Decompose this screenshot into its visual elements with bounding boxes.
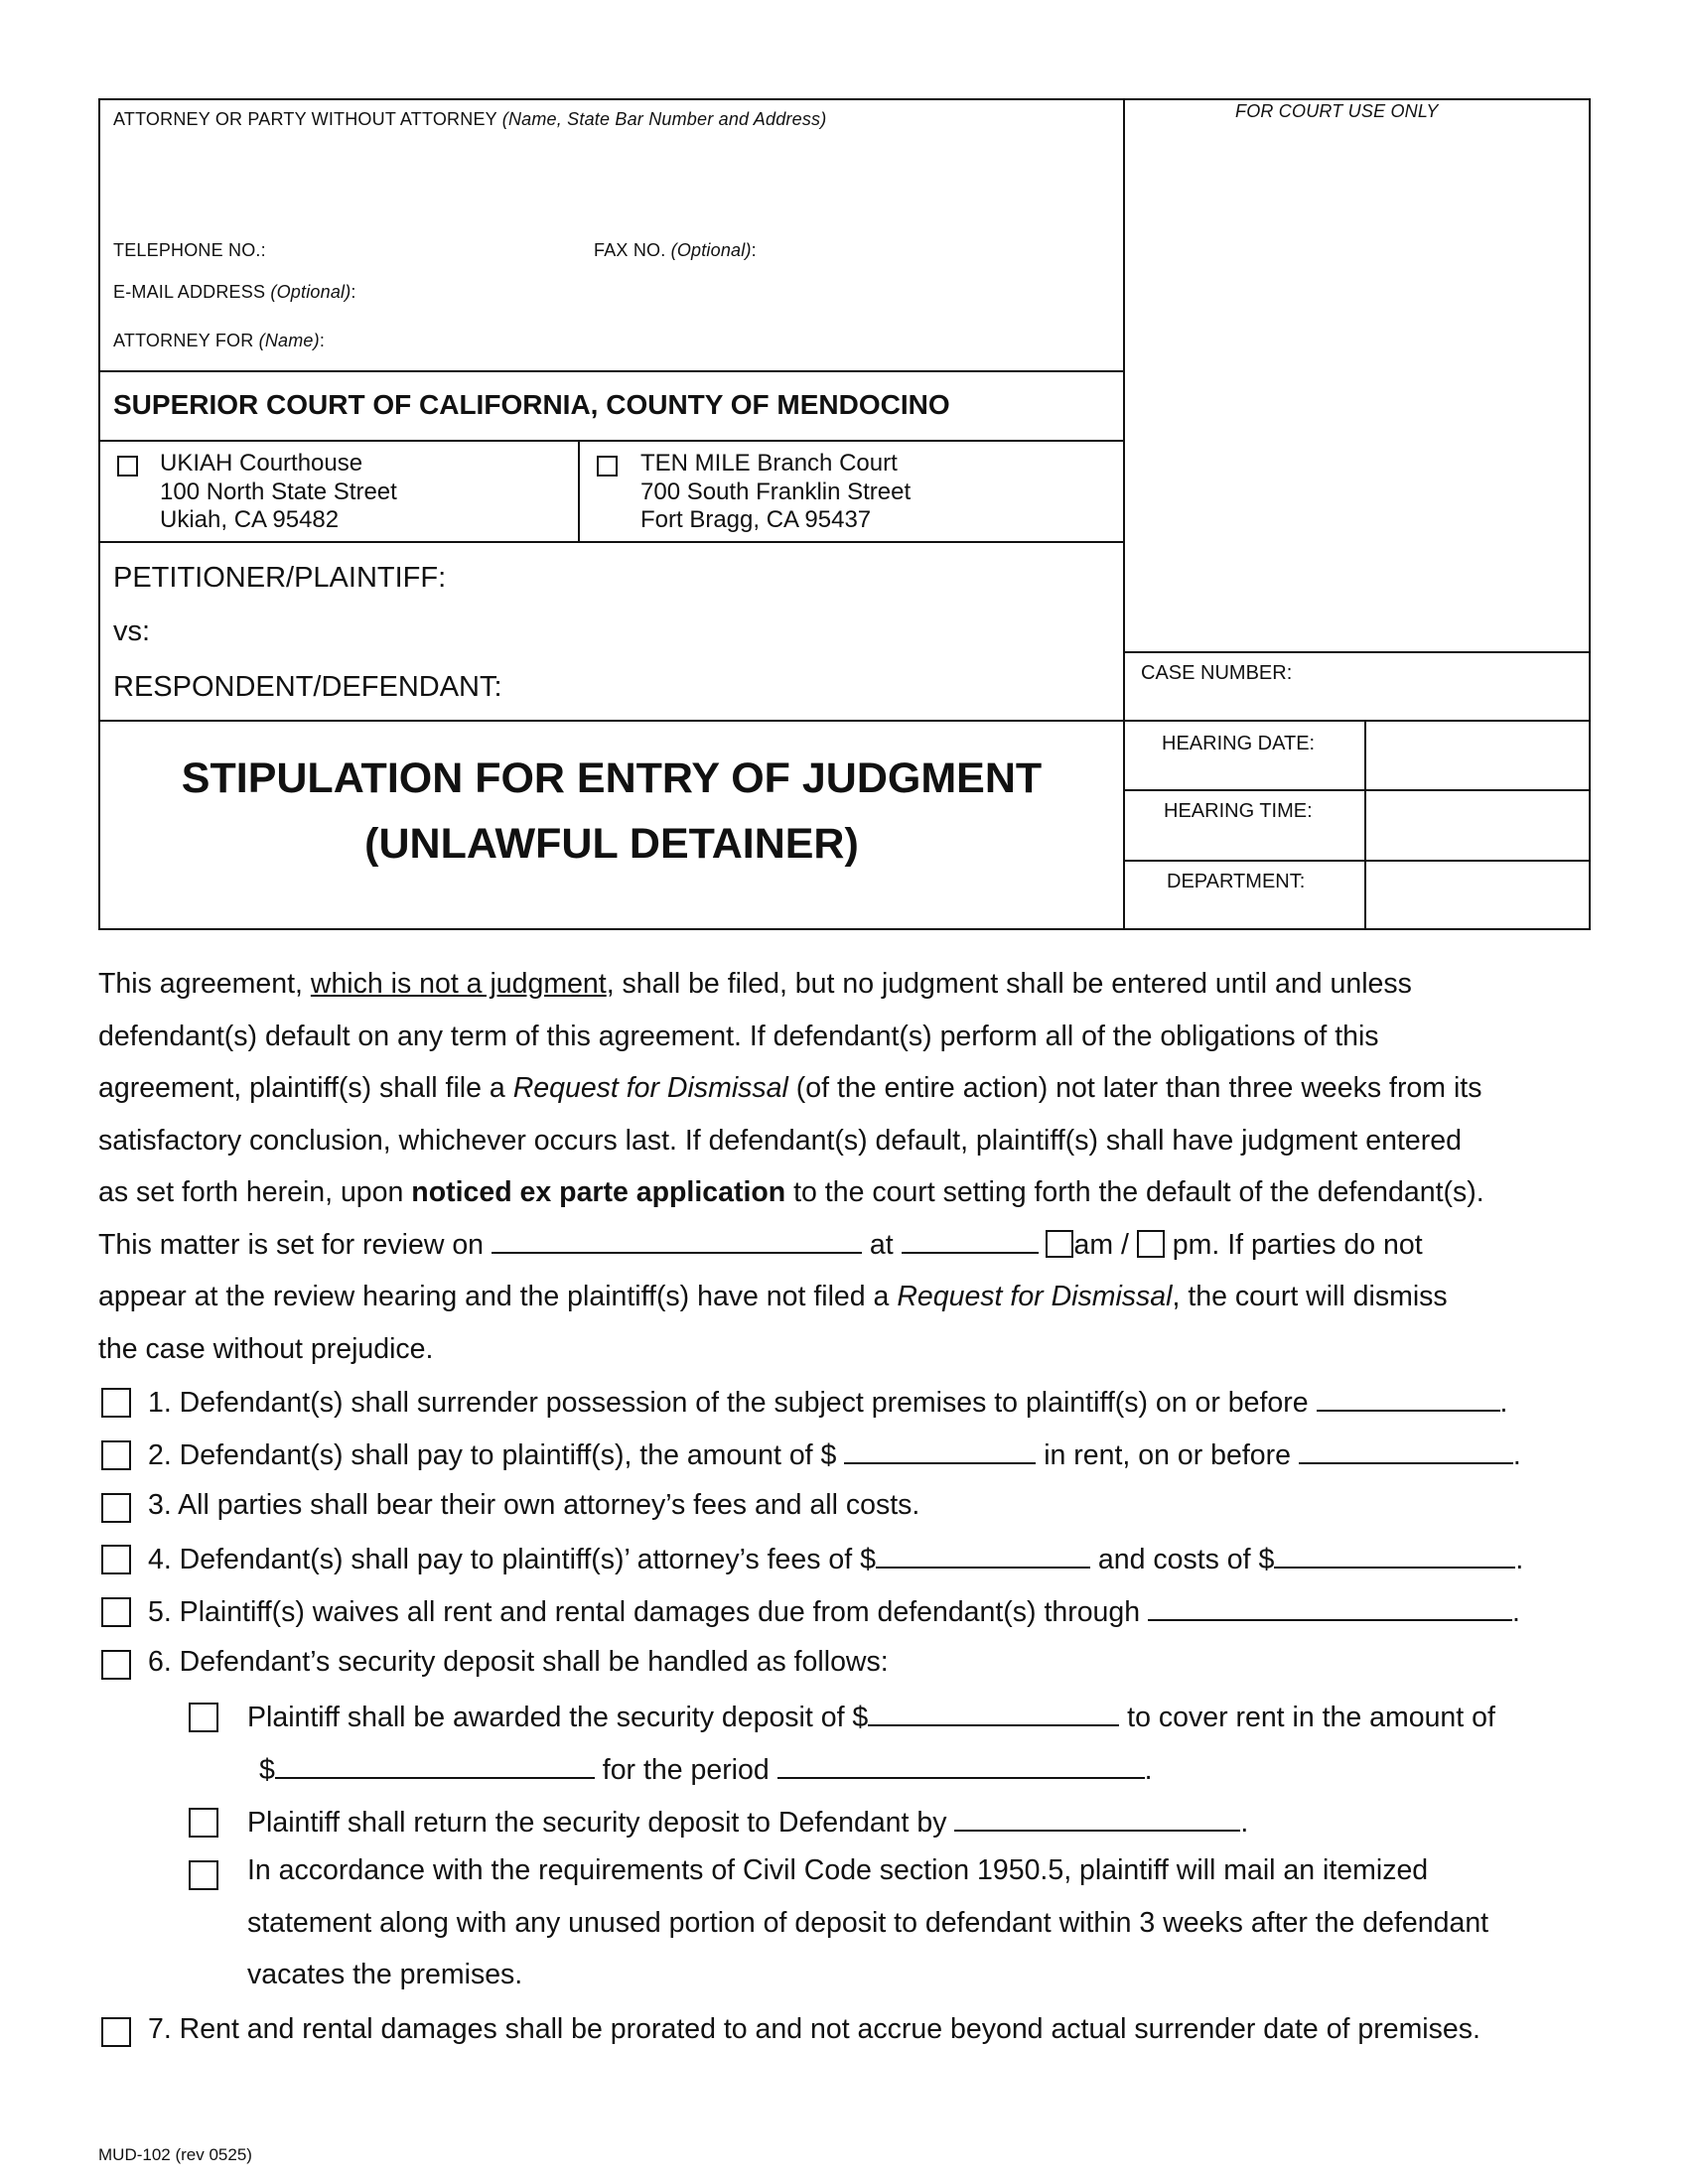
item-4: 4. Defendant(s) shall pay to plaintiff(s)’ attorney’s fees of $ and costs of $ . <box>148 1541 1523 1576</box>
ukiah-checkbox[interactable] <box>117 456 138 477</box>
ukiah-address <box>160 450 397 535</box>
pm-checkbox[interactable] <box>1137 1230 1165 1258</box>
item-4-checkbox[interactable] <box>101 1545 131 1574</box>
item-3: 3. All parties shall bear their own attorney’s fees and all costs. <box>148 1489 920 1521</box>
costs-blank[interactable] <box>1274 1541 1515 1569</box>
item-6b-checkbox[interactable] <box>189 1808 218 1838</box>
ten-mile-address <box>640 450 911 535</box>
para-line-7: appear at the review hearing and the plaintiff(s) have not filed a Request for Dismissal, the court will dismiss <box>98 1281 1448 1312</box>
case-number-label: CASE NUMBER: <box>1141 662 1293 684</box>
item-6c <box>247 1856 1488 2001</box>
surrender-date-blank[interactable] <box>1317 1384 1500 1412</box>
email-label: E-MAIL ADDRESS (Optional): <box>113 282 356 302</box>
hearing-date-label: HEARING DATE: <box>1162 733 1316 754</box>
department-label: DEPARTMENT: <box>1167 871 1306 892</box>
item-6c-line1: In accordance with the requirements of Civil Code section 1950.5, plaintiff will mail an itemized <box>247 1854 1429 1886</box>
ukiah-name: UKIAH Courthouse <box>160 450 363 477</box>
item-3-checkbox[interactable] <box>101 1493 131 1523</box>
ten-mile-city: Fort Bragg, CA 95437 <box>640 506 872 533</box>
review-time-blank[interactable] <box>902 1226 1039 1254</box>
item-6a-line1: Plaintiff shall be awarded the security deposit of $ to cover rent in the amount of <box>247 1699 1495 1734</box>
form-title-line1: STIPULATION FOR ENTRY OF JUDGMENT <box>181 754 1043 802</box>
item-6: 6. Defendant’s security deposit shall be handled as follows: <box>148 1646 889 1678</box>
ukiah-street: 100 North State Street <box>160 478 397 505</box>
item-5-checkbox[interactable] <box>101 1597 131 1627</box>
am-checkbox[interactable] <box>1046 1230 1073 1258</box>
para-line-2: defendant(s) default on any term of this agreement. If defendant(s) perform all of the obligations of this <box>98 1020 1379 1052</box>
item-6a-line2: $ for the period . <box>259 1751 1153 1787</box>
para-line-4: satisfactory conclusion, whichever occurs last. If defendant(s) default, plaintiff(s) shall have judgment entered <box>98 1124 1462 1157</box>
item-6a-checkbox[interactable] <box>189 1703 218 1732</box>
item-5: 5. Plaintiff(s) waives all rent and rental damages due from defendant(s) through . <box>148 1593 1520 1629</box>
item-7-checkbox[interactable] <box>101 2017 131 2047</box>
waive-through-blank[interactable] <box>1148 1593 1512 1621</box>
petitioner-label: PETITIONER/PLAINTIFF: <box>113 562 447 594</box>
form-title-line2: (UNLAWFUL DETAINER) <box>364 820 859 868</box>
court-use-label: FOR COURT USE ONLY <box>1235 101 1439 121</box>
deposit-award-blank[interactable] <box>868 1699 1119 1726</box>
form-id: MUD-102 (rev 0525) <box>98 2145 252 2164</box>
rent-cover-amount-blank[interactable] <box>275 1751 595 1779</box>
rent-date-blank[interactable] <box>1299 1436 1513 1464</box>
attorney-fees-blank[interactable] <box>876 1541 1090 1569</box>
item-6c-line2: statement along with any unused portion of deposit to defendant within 3 weeks after the defendant <box>247 1906 1489 1939</box>
agreement-paragraph <box>98 958 1484 1375</box>
item-6b: Plaintiff shall return the security deposit to Defendant by . <box>247 1804 1248 1840</box>
ten-mile-checkbox[interactable] <box>597 456 618 477</box>
vs-label: vs: <box>113 615 151 647</box>
para-line-6: This matter is set for review on at am / pm. If parties do not <box>98 1219 1484 1272</box>
para-line-3: agreement, plaintiff(s) shall file a Request for Dismissal (of the entire action) not later than three weeks from its <box>98 1072 1482 1104</box>
attorney-label: ATTORNEY OR PARTY WITHOUT ATTORNEY (Name, State Bar Number and Address) <box>113 109 827 129</box>
item-1: 1. Defendant(s) shall surrender possession of the subject premises to plaintiff(s) on or before . <box>148 1384 1507 1420</box>
item-6-checkbox[interactable] <box>101 1650 131 1680</box>
item-2: 2. Defendant(s) shall pay to plaintiff(s), the amount of $ in rent, on or before . <box>148 1436 1521 1472</box>
ten-mile-street: 700 South Franklin Street <box>640 478 912 505</box>
para-line-1: This agreement, which is not a judgment, shall be filed, but no judgment shall be entered until and unless <box>98 968 1412 1000</box>
item-1-checkbox[interactable] <box>101 1388 131 1418</box>
hearing-time-label: HEARING TIME: <box>1164 800 1313 822</box>
review-date-blank[interactable] <box>492 1226 862 1254</box>
fax-label: FAX NO. (Optional): <box>594 240 757 260</box>
para-line-8: the case without prejudice. <box>98 1332 434 1365</box>
return-deposit-date-blank[interactable] <box>954 1804 1240 1832</box>
item-2-checkbox[interactable] <box>101 1440 131 1470</box>
rent-amount-blank[interactable] <box>844 1436 1036 1464</box>
attorney-for-label: ATTORNEY FOR (Name): <box>113 331 326 350</box>
ten-mile-name: TEN MILE Branch Court <box>640 450 898 477</box>
ukiah-city: Ukiah, CA 95482 <box>160 506 340 533</box>
item-6c-checkbox[interactable] <box>189 1860 218 1890</box>
para-line-5: as set forth herein, upon noticed ex parte application to the court setting forth the default of the defendant(s). <box>98 1176 1484 1208</box>
respondent-label: RESPONDENT/DEFENDANT: <box>113 671 502 703</box>
item-7: 7. Rent and rental damages shall be prorated to and not accrue beyond actual surrender date of premises. <box>148 2013 1480 2045</box>
court-name: SUPERIOR COURT OF CALIFORNIA, COUNTY OF MENDOCINO <box>113 389 950 420</box>
rent-period-blank[interactable] <box>777 1751 1145 1779</box>
item-6c-line3: vacates the premises. <box>247 1959 523 1990</box>
telephone-label: TELEPHONE NO.: <box>113 240 266 260</box>
